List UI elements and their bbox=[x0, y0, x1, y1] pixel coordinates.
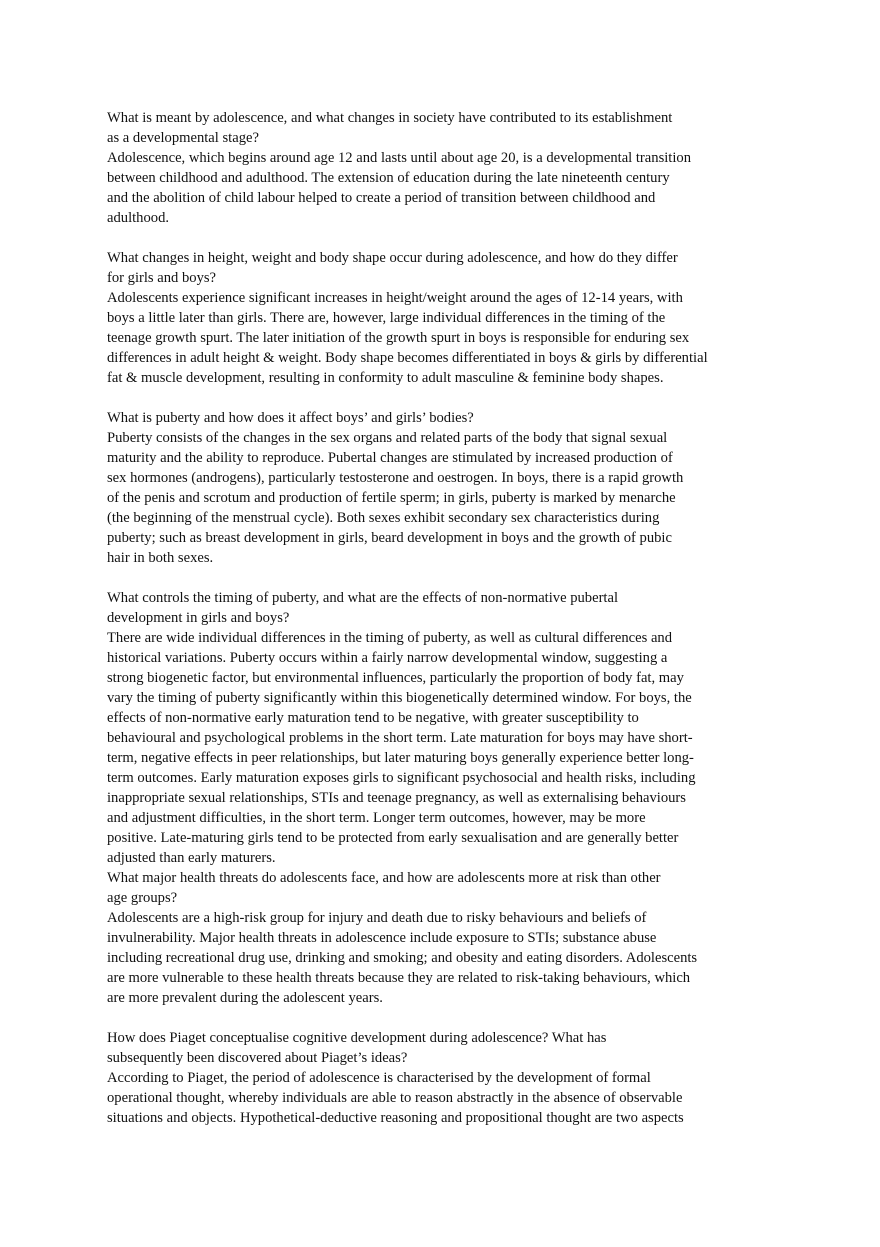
paragraph-gap bbox=[107, 228, 880, 248]
qa-block-4 bbox=[107, 588, 880, 868]
question-line: What major health threats do adolescents face, and how are adolescents more at risk than other bbox=[107, 870, 661, 886]
answer-line: strong biogenetic factor, but environmental influences, particularly the proportion of body fat, may bbox=[107, 670, 684, 686]
answer-line: of the penis and scrotum and production of fertile sperm; in girls, puberty is marked by menarche bbox=[107, 490, 676, 506]
answer-line: are more prevalent during the adolescent years. bbox=[107, 990, 383, 1006]
answer-line: are more vulnerable to these health threats because they are related to risk-taking behaviours, which bbox=[107, 970, 691, 986]
answer-line: fat & muscle development, resulting in conformity to adult masculine & feminine body shapes. bbox=[107, 370, 664, 386]
answer-line: term outcomes. Early maturation exposes girls to significant psychosocial and health risks, including bbox=[107, 770, 696, 786]
answer-line: hair in both sexes. bbox=[107, 550, 214, 566]
answer-line: and the abolition of child labour helped to create a period of transition between childhood and bbox=[107, 190, 656, 206]
answer-line: situations and objects. Hypothetical-deductive reasoning and propositional thought are two aspects bbox=[107, 1110, 684, 1126]
answer-line: Adolescents experience significant increases in height/weight around the ages of 12-14 years, with bbox=[107, 290, 683, 306]
question-line: What is meant by adolescence, and what changes in society have contributed to its establishment bbox=[107, 110, 673, 126]
answer-line: Adolescents are a high-risk group for injury and death due to risky behaviours and beliefs of bbox=[107, 910, 647, 926]
question-line: How does Piaget conceptualise cognitive development during adolescence? What has bbox=[107, 1030, 607, 1046]
answer-line: positive. Late-maturing girls tend to be protected from early sexualisation and are generally better bbox=[107, 830, 679, 846]
answer-line: and adjustment difficulties, in the short term. Longer term outcomes, however, may be more bbox=[107, 810, 646, 826]
qa-block-6 bbox=[107, 1028, 880, 1128]
qa-block-2 bbox=[107, 248, 880, 388]
answer-line: boys a little later than girls. There are, however, large individual differences in the timing of the bbox=[107, 310, 666, 326]
question-line: as a developmental stage? bbox=[107, 130, 259, 146]
question-line: What changes in height, weight and body shape occur during adolescence, and how do they differ bbox=[107, 250, 678, 266]
paragraph-gap bbox=[107, 1008, 880, 1028]
question-line: age groups? bbox=[107, 890, 178, 906]
answer-line: historical variations. Puberty occurs within a fairly narrow developmental window, suggesting a bbox=[107, 650, 668, 666]
answer-line: invulnerability. Major health threats in adolescence include exposure to STIs; substance abuse bbox=[107, 930, 657, 946]
answer-line: behavioural and psychological problems in the short term. Late maturation for boys may have short- bbox=[107, 730, 693, 746]
answer-line: operational thought, whereby individuals are able to reason abstractly in the absence of observable bbox=[107, 1090, 683, 1106]
answer-line: vary the timing of puberty significantly within this biogenetically determined window. For boys, the bbox=[107, 690, 692, 706]
question-line: What controls the timing of puberty, and what are the effects of non-normative pubertal bbox=[107, 590, 619, 606]
question-line: for girls and boys? bbox=[107, 270, 217, 286]
answer-line: differences in adult height & weight. Body shape becomes differentiated in boys & girls by differential bbox=[107, 350, 708, 366]
question-line: What is puberty and how does it affect boys’ and girls’ bodies? bbox=[107, 410, 474, 426]
answer-line: effects of non-normative early maturation tend to be negative, with greater susceptibility to bbox=[107, 710, 639, 726]
answer-line: between childhood and adulthood. The extension of education during the late nineteenth century bbox=[107, 170, 670, 186]
answer-line: adulthood. bbox=[107, 210, 170, 226]
answer-line: Puberty consists of the changes in the sex organs and related parts of the body that signal sexual bbox=[107, 430, 668, 446]
answer-line: Adolescence, which begins around age 12 and lasts until about age 20, is a developmental transition bbox=[107, 150, 691, 166]
answer-line: term, negative effects in peer relationships, but later maturing boys generally experience better long- bbox=[107, 750, 694, 766]
answer-line: inappropriate sexual relationships, STIs and teenage pregnancy, as well as externalising behaviours bbox=[107, 790, 686, 806]
answer-line: puberty; such as breast development in girls, beard development in boys and the growth of pubic bbox=[107, 530, 672, 546]
paragraph-gap bbox=[107, 568, 880, 588]
answer-line: According to Piaget, the period of adolescence is characterised by the development of formal bbox=[107, 1070, 651, 1086]
qa-block-1 bbox=[107, 108, 880, 228]
answer-line: teenage growth spurt. The later initiation of the growth spurt in boys is responsible for enduring sex bbox=[107, 330, 690, 346]
answer-line: including recreational drug use, drinking and smoking; and obesity and eating disorders. Adolescents bbox=[107, 950, 698, 966]
qa-block-3 bbox=[107, 408, 880, 568]
answer-line: There are wide individual differences in the timing of puberty, as well as cultural differences and bbox=[107, 630, 673, 646]
paragraph-gap bbox=[107, 388, 880, 408]
answer-line: adjusted than early maturers. bbox=[107, 850, 276, 866]
answer-line: maturity and the ability to reproduce. Pubertal changes are stimulated by increased production of bbox=[107, 450, 673, 466]
answer-line: (the beginning of the menstrual cycle). Both sexes exhibit secondary sex characteristics during bbox=[107, 510, 660, 526]
question-line: subsequently been discovered about Piaget’s ideas? bbox=[107, 1050, 408, 1066]
qa-block-5 bbox=[107, 868, 880, 1008]
answer-line: sex hormones (androgens), particularly testosterone and oestrogen. In boys, there is a rapid growth bbox=[107, 470, 684, 486]
question-line: development in girls and boys? bbox=[107, 610, 290, 626]
